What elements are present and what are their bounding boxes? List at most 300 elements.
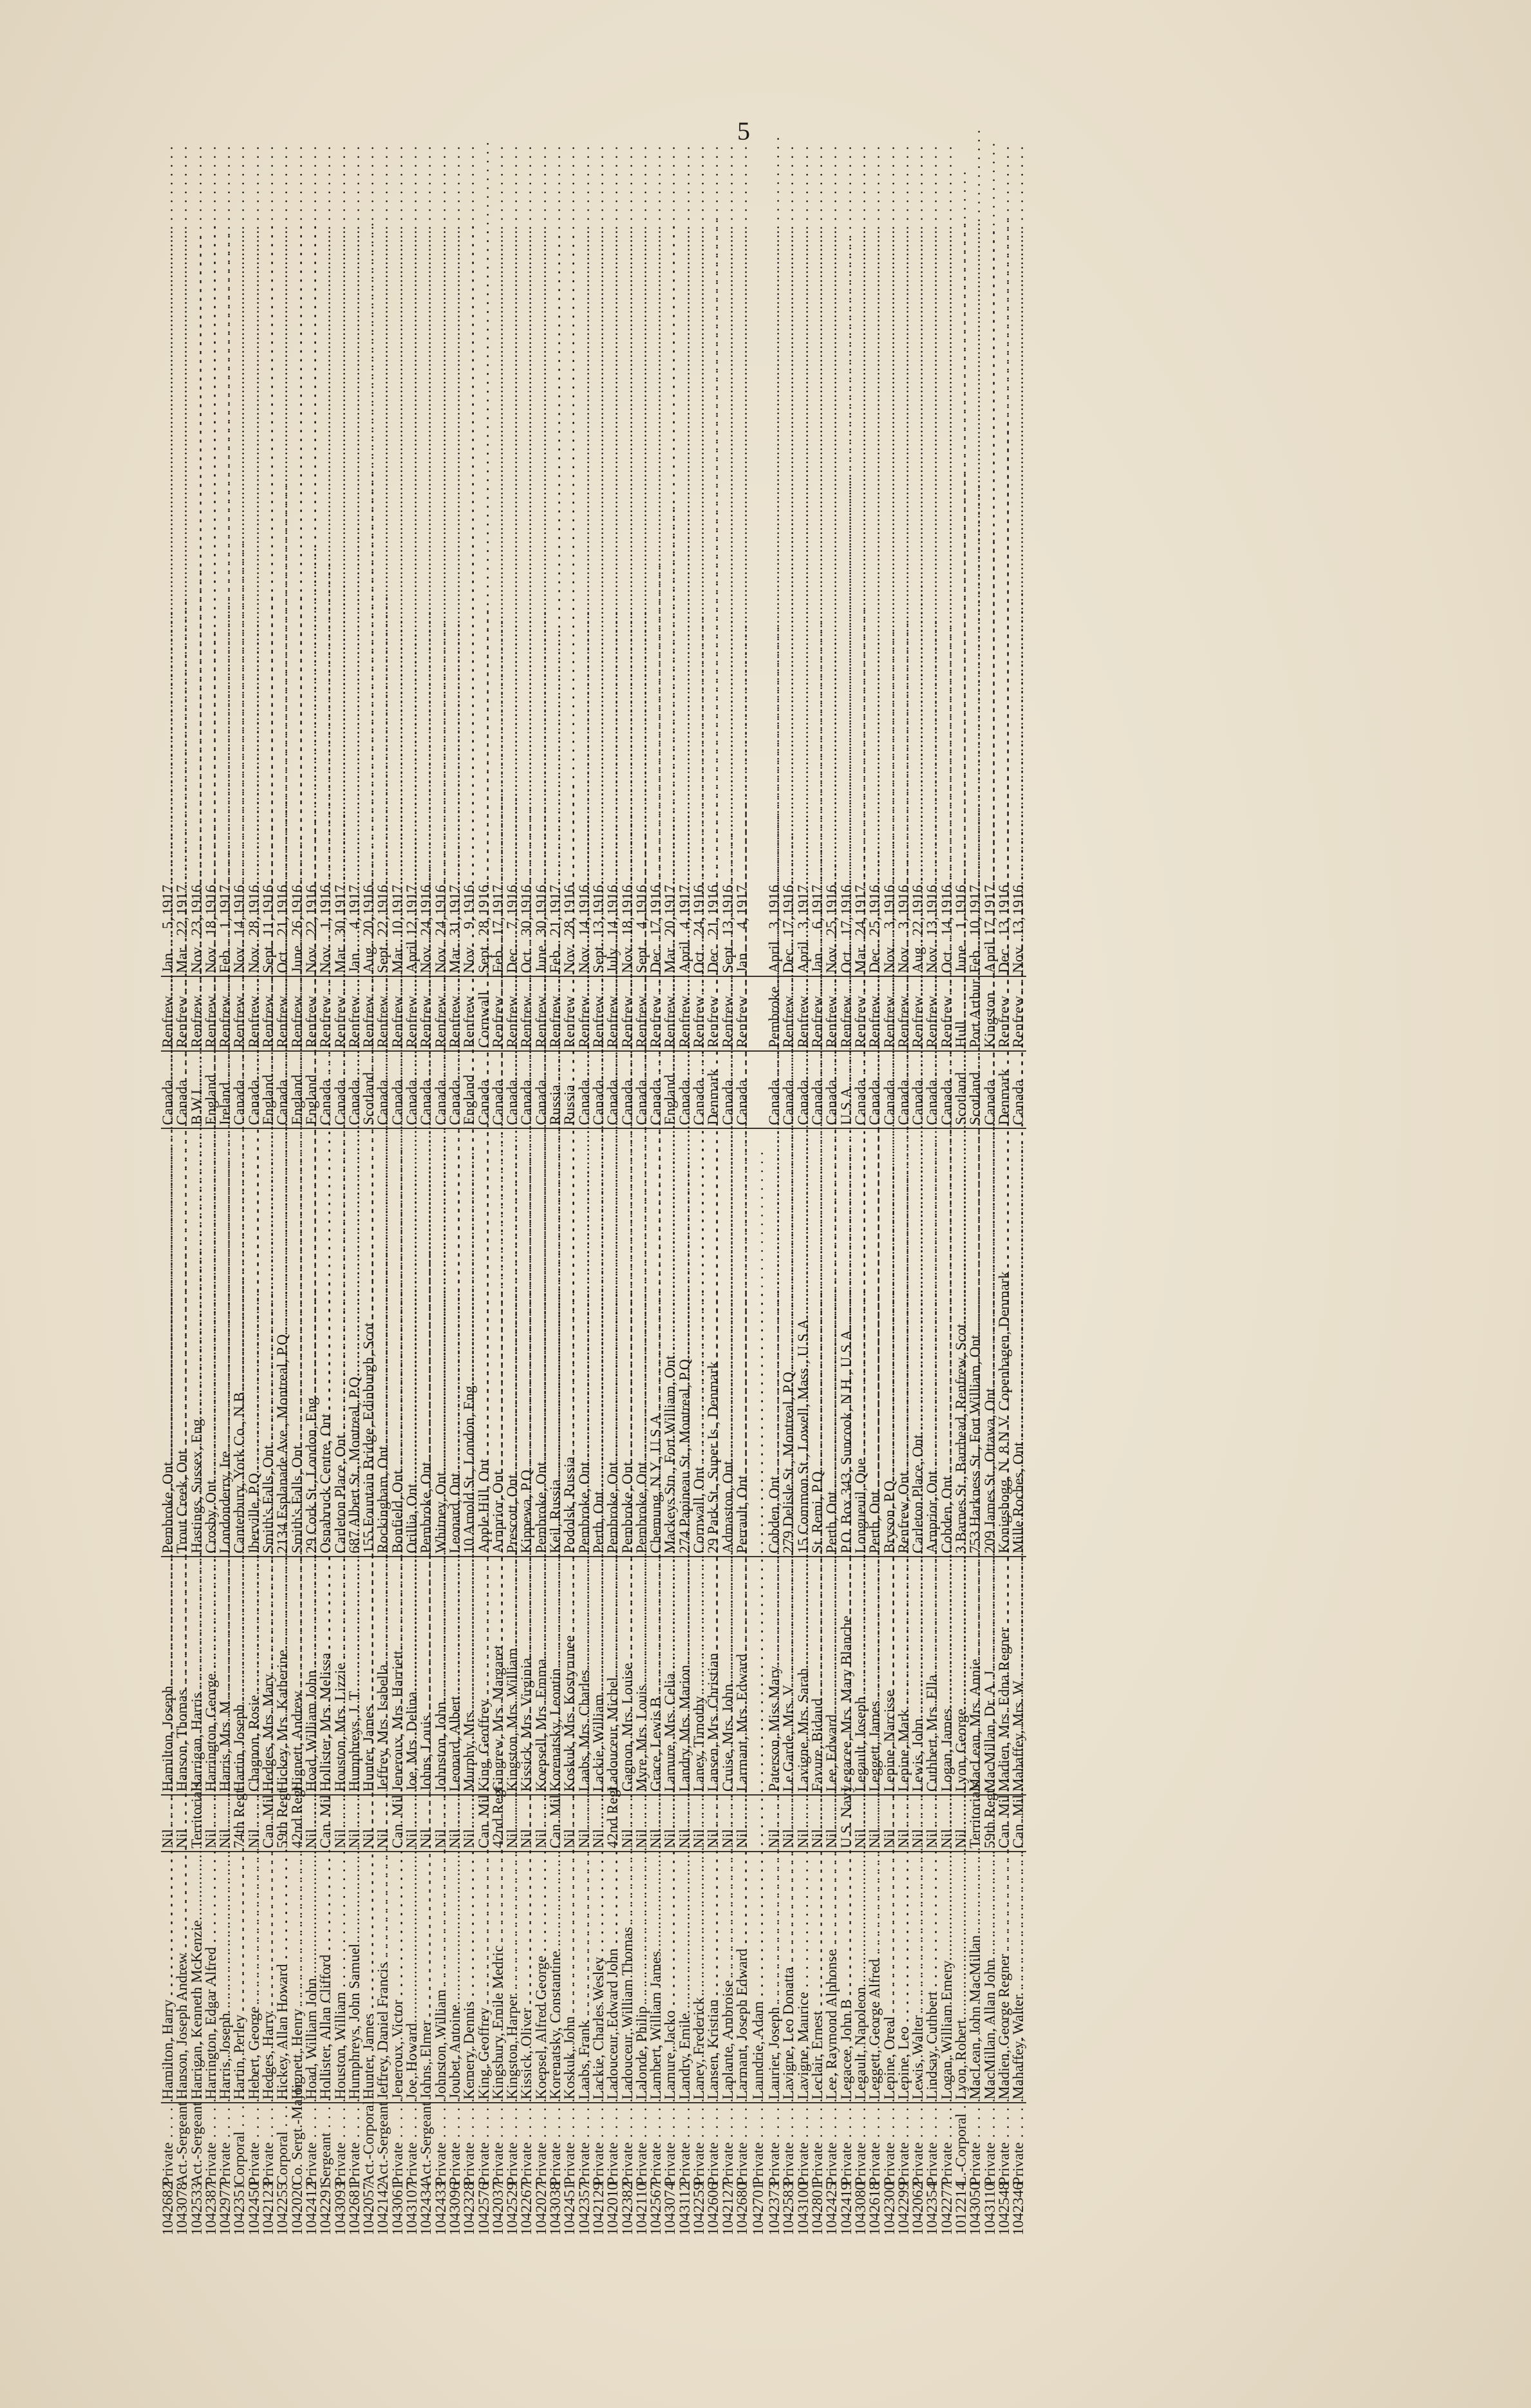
next-of-kin-cell: [767, 1557, 782, 1795]
regimental-number: 1042062: [910, 2182, 927, 2235]
soldier-name-cell: [376, 1852, 390, 2103]
address: Carleton Place, Ont: [910, 1434, 927, 1553]
address-cell: [563, 1128, 577, 1557]
date-day: 12,: [404, 916, 421, 936]
former-service-cell: [274, 1788, 292, 1852]
next-of-kin-cell: [735, 1557, 749, 1795]
address: 687 Albert St., Montreal, P.Q: [346, 1376, 363, 1553]
date-month: Dec.: [705, 945, 722, 973]
address: Rockingham, Ont: [375, 1445, 392, 1553]
former-service-cell: [649, 1795, 663, 1852]
date-day: 21,: [547, 916, 565, 936]
country-of-birth: Canada: [576, 1079, 593, 1125]
regimental-number: 1042354: [924, 2182, 941, 2235]
place-taken-on-strength-cell: [290, 976, 305, 1051]
soldier-name: Ladouceur, William Thomas: [619, 1926, 636, 2100]
place-taken-on-strength-cell: [578, 976, 592, 1051]
date-month: Aug.: [910, 943, 927, 973]
rank: Private: [690, 2142, 708, 2185]
rank-cell: [592, 2103, 606, 2188]
next-of-kin-cell: [462, 1557, 476, 1795]
date-day: 25,: [823, 916, 841, 936]
soldier-name-cell: [911, 1852, 925, 2103]
soldier-name-cell: [897, 1852, 911, 2103]
former-service-cell: [489, 1785, 507, 1852]
regimental-number-cell: [489, 2182, 507, 2238]
rank-cell: [505, 2103, 520, 2188]
regimental-number-cell: [432, 2182, 449, 2238]
soldier-name-cell: [491, 1852, 505, 2103]
place-taken-on-strength: Renfrew: [561, 996, 579, 1048]
next-of-kin: Laabs, Mrs. Charles: [576, 1669, 593, 1792]
place-taken-on-strength: Renfrew: [461, 996, 478, 1048]
regimental-number: 1043080: [852, 2182, 869, 2235]
next-of-kin: Hignett, Andrew: [288, 1691, 306, 1792]
next-of-kin: Gagnon, Mrs. Louise: [619, 1663, 636, 1792]
date-day: 22,: [910, 916, 927, 936]
rank-cell: [678, 2103, 692, 2188]
date-month: Nov.: [576, 944, 593, 973]
address: St. Remi, P.Q: [809, 1471, 827, 1553]
date-day: 11,: [260, 917, 277, 936]
regimental-number-cell: [766, 2182, 784, 2238]
soldier-name: Logan, William Emery: [938, 1960, 955, 2100]
address-cell: [505, 1128, 520, 1557]
date-day: 26,: [288, 916, 306, 936]
country-of-birth-cell: [462, 1051, 476, 1128]
date-day: 17,: [780, 916, 798, 936]
country-of-birth: Scotland: [361, 1072, 378, 1125]
soldier-name: Leclair, Ernest: [809, 2011, 827, 2100]
soldier-name: Lee, Raymond Alphonse: [823, 1949, 841, 2100]
date-month: Dec.: [867, 945, 884, 973]
rank: Corporal: [231, 2131, 249, 2185]
former-service-cell: [505, 1795, 520, 1852]
country-of-birth: Canada: [619, 1079, 636, 1125]
former-service-cell: [592, 1795, 606, 1852]
soldier-name: Hunter, James: [361, 2013, 378, 2100]
next-of-kin: Harrigan, Harris: [188, 1692, 205, 1792]
place-taken-on-strength: Renfrew: [780, 996, 798, 1048]
country-of-birth-cell: [333, 1051, 348, 1128]
place-taken-on-strength: Renfrew: [446, 996, 464, 1048]
country-of-birth: Canada: [404, 1079, 421, 1125]
place-taken-on-strength: Renfrew: [719, 996, 737, 1048]
place-taken-on-strength: Renfrew: [852, 996, 869, 1048]
date-day: 30,: [332, 916, 349, 936]
former-service: Can. Mil: [389, 1794, 406, 1848]
table-row: [261, 177, 276, 2238]
date-year: 1916.: [648, 881, 665, 915]
address-cell: [333, 1128, 348, 1557]
rank-cell: [649, 2103, 663, 2188]
country-of-birth: Canada: [446, 1079, 464, 1125]
place-taken-on-strength: Renfrew: [590, 996, 607, 1048]
place-taken-on-strength: Renfrew: [160, 996, 176, 1048]
regimental-number-cell: [446, 2182, 464, 2238]
next-of-kin-cell: [534, 1557, 549, 1795]
regimental-number: 1042433: [432, 2182, 449, 2235]
place-taken-on-strength-cell: [678, 976, 692, 1051]
address: Pembroke, Ont: [532, 1461, 550, 1553]
former-service: Nil: [404, 1828, 421, 1848]
address: 10 Arnold St., London, Eng: [461, 1385, 478, 1553]
regimental-number-cell: [953, 2182, 970, 2238]
next-of-kin-cell: [854, 1557, 868, 1795]
table-row: [854, 177, 868, 2238]
rank: Private: [705, 2142, 722, 2185]
country-of-birth: England: [461, 1074, 478, 1125]
next-of-kin: Hickey, Mrs. Katherine: [274, 1649, 292, 1792]
rank: Private: [809, 2142, 827, 2185]
rank-cell: [276, 2103, 290, 2188]
rank-cell: [333, 2103, 348, 2188]
former-service: Nil: [867, 1828, 884, 1848]
soldier-name: Kingsbury, Emile Medric: [489, 1945, 507, 2100]
date-month: Jan.: [160, 949, 176, 973]
regimental-number-cell: [174, 2182, 191, 2238]
date-month: Sept.: [590, 942, 607, 973]
soldier-name-cell: [782, 1852, 796, 2103]
place-taken-on-strength-cell: [462, 976, 476, 1051]
country-of-birth-cell: [305, 1051, 319, 1128]
regimental-number-cell: [202, 2182, 220, 2238]
place-taken-on-strength-cell: [767, 976, 782, 1051]
soldier-name-cell: [692, 1852, 706, 2103]
place-taken-on-strength: Renfrew: [794, 996, 812, 1048]
place-taken-on-strength-cell: [190, 976, 204, 1051]
place-taken-on-strength-cell: [854, 976, 868, 1051]
address: Mackeys Stn., Fort William, Ont: [662, 1355, 679, 1553]
former-service: Territorials: [967, 1781, 984, 1848]
place-taken-on-strength: Renfrew: [260, 996, 277, 1048]
rank-cell: [190, 2103, 204, 2188]
date-day: 13,: [1010, 916, 1028, 936]
date-year: 1916.: [202, 881, 220, 915]
table-row: [825, 177, 839, 2238]
next-of-kin: Hunter, James: [361, 1705, 378, 1792]
regimental-number-cell: [823, 2182, 841, 2238]
date-month: Jan.: [346, 949, 363, 973]
place-taken-on-strength: Renfrew: [705, 996, 722, 1048]
regimental-number: 1042434: [418, 2182, 435, 2235]
next-of-kin-cell: [348, 1557, 362, 1795]
rank-cell: [767, 2103, 782, 2188]
former-service: Nil: [881, 1828, 898, 1848]
place-taken-on-strength-cell: [549, 976, 563, 1051]
date-day: 20,: [361, 916, 378, 936]
former-service: Nil: [648, 1828, 665, 1848]
address-cell: [897, 1128, 911, 1557]
rank-cell: [868, 2103, 882, 2188]
soldier-name: Ladouceur, Edward John: [605, 1948, 622, 2100]
soldier-name-cell: [247, 1852, 261, 2103]
next-of-kin: Joe, Mrs. Delina: [404, 1691, 421, 1792]
next-of-kin: Harris, Mrs. M: [217, 1701, 234, 1792]
former-service-cell: [635, 1795, 649, 1852]
next-of-kin: Jeffrey, Mrs. Isabella: [375, 1664, 392, 1792]
date-year: 1917.: [676, 881, 693, 915]
next-of-kin: Lee, Edward: [823, 1714, 841, 1792]
address-cell: [305, 1128, 319, 1557]
regimental-number-cell: [719, 2182, 737, 2238]
next-of-kin-cell: [232, 1557, 247, 1795]
date-year: 1916.: [188, 881, 205, 915]
address: Osnabruck Centre, Ont: [317, 1413, 335, 1553]
soldier-name-cell: [161, 1852, 175, 2103]
regimental-number-cell: [619, 2182, 636, 2238]
date-day: 23,: [188, 916, 205, 936]
place-taken-on-strength-cell: [391, 976, 405, 1051]
soldier-name-cell: [434, 1852, 448, 2103]
soldier-name: Madien, George Regner: [995, 1953, 1013, 2100]
regimental-number-cell: [780, 2182, 798, 2238]
address: Bryson, P.Q: [881, 1481, 898, 1553]
rank: Private: [202, 2142, 220, 2185]
next-of-kin-cell: [782, 1557, 796, 1795]
regimental-number-cell: [346, 2182, 363, 2238]
place-taken-on-strength-cell: [319, 976, 333, 1051]
date-month: Nov.: [202, 944, 220, 973]
address: Trout Creek, Ont: [174, 1450, 191, 1553]
date-month: April: [676, 941, 693, 973]
regimental-number: 1042020: [288, 2182, 306, 2235]
soldier-name-cell: [825, 1852, 839, 2103]
date-month: Nov.: [619, 944, 636, 973]
regimental-number: 1042382: [619, 2182, 636, 2235]
address-cell: [692, 1128, 706, 1557]
rank: Private: [780, 2142, 798, 2185]
former-service: Nil: [719, 1828, 737, 1848]
soldier-name: Lyon, Robert: [953, 2019, 970, 2100]
former-service: Nil: [780, 1828, 798, 1848]
next-of-kin-cell: [1011, 1557, 1026, 1795]
address-cell: [161, 1128, 175, 1557]
rank-cell: [305, 2103, 319, 2188]
country-of-birth: Canada: [245, 1079, 263, 1125]
address-cell: [190, 1128, 204, 1557]
next-of-kin: Hoad, William John: [303, 1670, 320, 1792]
date-month: Feb.: [547, 946, 565, 973]
regimental-number-cell: [332, 2182, 349, 2238]
country-of-birth-cell: [549, 1051, 563, 1128]
place-taken-on-strength-cell: [735, 976, 749, 1051]
address: Mille Roches, Ont: [1010, 1442, 1028, 1553]
next-of-kin-cell: [997, 1557, 1011, 1795]
soldier-name: Joubet, Antoine: [446, 2004, 464, 2100]
country-of-birth-cell: [606, 1051, 620, 1128]
soldier-name: Lepine, Leo: [895, 2026, 912, 2100]
next-of-kin-cell: [825, 1557, 839, 1795]
date-month: Sept.: [719, 942, 737, 973]
place-taken-on-strength-cell: [491, 976, 505, 1051]
date-month: Mar.: [446, 945, 464, 973]
next-of-kin-cell: [319, 1557, 333, 1795]
place-taken-on-strength: Renfrew: [303, 996, 320, 1048]
next-of-kin-cell: [261, 1557, 276, 1795]
address-cell: [362, 1128, 376, 1557]
rank-cell: [954, 2103, 968, 2188]
regimental-number-cell: [576, 2182, 593, 2238]
rank: Private: [518, 2142, 536, 2185]
rank-cell: [288, 2082, 306, 2188]
place-taken-on-strength: Renfrew: [489, 996, 507, 1048]
soldier-name: Laabs, Frank: [576, 2020, 593, 2100]
rank: Private: [938, 2142, 955, 2185]
place-taken-on-strength-cell: [840, 976, 854, 1051]
next-of-kin: Mahaffey, Mrs. W: [1010, 1680, 1028, 1792]
table-row: [491, 177, 505, 2238]
former-service-cell: [735, 1795, 749, 1852]
country-of-birth: Canada: [823, 1079, 841, 1125]
date-day: 13,: [590, 916, 607, 936]
country-of-birth-cell: [190, 1051, 204, 1128]
address-cell: [218, 1128, 232, 1557]
date-day: 25,: [867, 916, 884, 936]
rank: Private: [895, 2142, 912, 2185]
former-service: Nil: [895, 1828, 912, 1848]
former-service: Nil: [217, 1828, 234, 1848]
regimental-number-cell: [361, 2182, 378, 2238]
date-month: Nov.: [1010, 944, 1028, 973]
table-row: [362, 177, 376, 2238]
next-of-kin-cell: [563, 1557, 577, 1795]
date-year: 1916.: [576, 881, 593, 915]
soldier-name: Harris, Joseph: [217, 2013, 234, 2100]
former-service: Nil: [532, 1828, 550, 1848]
soldier-name: Laney, Frederick: [690, 1997, 708, 2100]
country-of-birth: Canada: [924, 1079, 941, 1125]
next-of-kin-cell: [796, 1557, 811, 1795]
soldier-name-cell: [549, 1852, 563, 2103]
date-year: 1916.: [274, 881, 292, 915]
soldier-name: Hedges, Harry: [260, 2011, 277, 2100]
next-of-kin-cell: [621, 1557, 635, 1795]
country-of-birth-cell: [897, 1051, 911, 1128]
place-taken-on-strength: Renfrew: [838, 996, 855, 1048]
table-row: [333, 177, 348, 2238]
date-day: 3,: [794, 918, 812, 929]
country-of-birth: Canada: [1010, 1079, 1028, 1125]
table-row: [911, 177, 925, 2238]
country-of-birth-cell: [940, 1051, 954, 1128]
rank: Private: [750, 2142, 767, 2185]
place-taken-on-strength-cell: [911, 976, 925, 1051]
date-day: 13,: [995, 916, 1013, 936]
soldier-name-cell: [811, 1852, 825, 2103]
rank-cell: [825, 2103, 839, 2188]
rank: Private: [924, 2142, 941, 2185]
place-taken-on-strength-cell: [261, 976, 276, 1051]
former-service: Nil: [766, 1828, 784, 1848]
address-cell: [578, 1128, 592, 1557]
date-month: April: [981, 941, 999, 973]
former-service: Nil: [245, 1828, 263, 1848]
country-of-birth: Canada: [231, 1079, 249, 1125]
rank-cell: [247, 2103, 261, 2188]
place-taken-on-strength-cell: [706, 976, 720, 1051]
date-month: April: [766, 941, 784, 973]
rank-cell: [361, 2100, 378, 2188]
address: Pembroke, Ont: [633, 1461, 650, 1553]
table-row: [706, 177, 720, 2238]
next-of-kin: Cruise, Mrs. John: [719, 1683, 737, 1792]
country-of-birth: England: [202, 1074, 220, 1125]
country-of-birth-cell: [983, 1051, 997, 1128]
country-of-birth-cell: [448, 1051, 462, 1128]
regimental-number-cell: [838, 2182, 855, 2238]
former-service-cell: [261, 1795, 276, 1852]
place-taken-on-strength: Renfrew: [432, 996, 449, 1048]
next-of-kin: Logan, James: [938, 1708, 955, 1792]
soldier-name: Laurier, Joseph: [766, 2007, 784, 2100]
country-of-birth: Canada: [719, 1079, 737, 1125]
country-of-birth-cell: [692, 1051, 706, 1128]
former-service: Nil: [690, 1828, 708, 1848]
address: Cobden, Ont: [938, 1475, 955, 1553]
former-service-cell: [692, 1795, 706, 1852]
rank: Private: [648, 2142, 665, 2185]
place-taken-on-strength: Renfrew: [648, 996, 665, 1048]
date-day: 1,: [317, 918, 335, 929]
rank: Private: [446, 2142, 464, 2185]
former-service-cell: [175, 1795, 189, 1852]
table-row: [968, 177, 982, 2238]
country-of-birth-cell: [491, 1051, 505, 1128]
date-month: Nov.: [432, 944, 449, 973]
date-year: 1917.: [489, 881, 507, 915]
date-month: Dec.: [504, 945, 521, 973]
date-day: 3,: [766, 918, 784, 929]
place-taken-on-strength: Renfrew: [317, 996, 335, 1048]
date-day: 4,: [346, 918, 363, 929]
regimental-number: 1042129: [590, 2182, 607, 2235]
next-of-kin: Favure, Bidaud: [809, 1698, 827, 1792]
date-year: 1916.: [303, 881, 320, 915]
address-cell: [434, 1128, 448, 1557]
address-cell: [997, 1128, 1011, 1557]
address: P.O. Box 343, Suncook, N.H., U.S.A: [838, 1329, 855, 1553]
rank: Act.-Corporal: [361, 2100, 378, 2185]
place-taken-on-strength: Renfrew: [633, 996, 650, 1048]
next-of-kin-cell: [434, 1557, 448, 1795]
date-year: 1917.: [733, 881, 751, 915]
rank-cell: [782, 2103, 796, 2188]
next-of-kin-cell: [362, 1557, 376, 1795]
soldier-name-cell: [983, 1852, 997, 2103]
date-month: Nov.: [895, 944, 912, 973]
address-cell: [319, 1128, 333, 1557]
date-month: Dec.: [995, 945, 1013, 973]
former-service: Nil: [332, 1828, 349, 1848]
table-row: [218, 177, 232, 2238]
date-year: 1917.: [981, 881, 999, 915]
soldier-name: Legacee, John B: [838, 1999, 855, 2100]
address: Konigshogg, N. 8 N.V. Copenhagen, Denmark: [995, 1271, 1013, 1553]
place-taken-on-strength-cell: [232, 976, 247, 1051]
soldier-name-cell: [749, 1852, 767, 2103]
next-of-kin: Lepine, Narcisse: [881, 1690, 898, 1792]
country-of-birth: Canada: [895, 1079, 912, 1125]
former-service-cell: [391, 1795, 405, 1852]
rank-cell: [261, 2103, 276, 2188]
rank-cell: [883, 2103, 897, 2188]
date-day: 14,: [938, 916, 955, 936]
country-of-birth-cell: [391, 1051, 405, 1128]
place-taken-on-strength: Renfrew: [938, 996, 955, 1048]
next-of-kin-cell: [592, 1557, 606, 1795]
next-of-kin-cell: [161, 1557, 175, 1795]
